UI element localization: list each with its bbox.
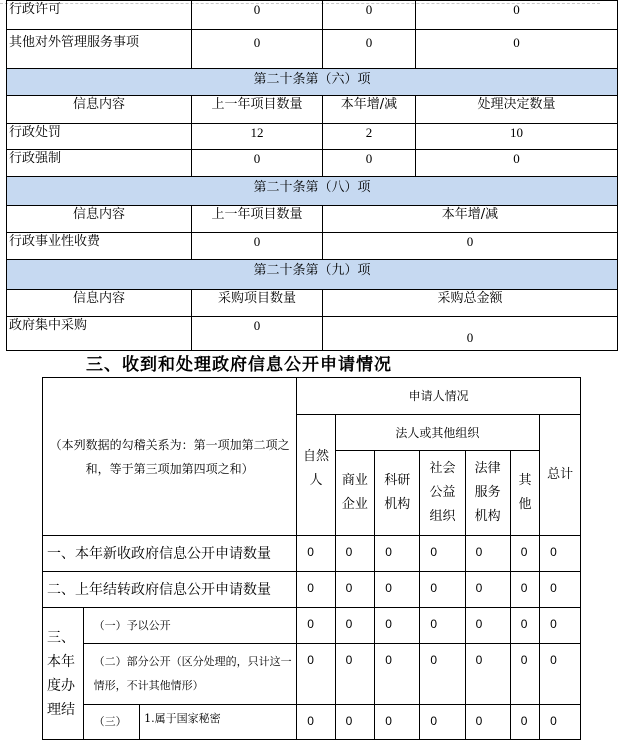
row-label: 1.属于国家秘密: [140, 705, 297, 740]
row-label: 其他对外管理服务事项: [7, 30, 192, 69]
cell-value: 0: [297, 705, 335, 740]
cell-value: 0: [420, 705, 465, 740]
cell-value: 0: [416, 1, 618, 30]
column-header: 信息内容: [7, 290, 192, 317]
cell-value: 0: [192, 233, 323, 260]
legal-org-header: 法人或其他组织: [335, 415, 539, 451]
table-row: [43, 644, 581, 705]
cell-value: 0: [540, 608, 581, 644]
header-row: [7, 206, 618, 233]
cell-value: 0: [540, 644, 581, 705]
cell-value: 0: [335, 572, 375, 608]
cell-value: 0: [375, 608, 420, 644]
cell-value: 0: [420, 644, 465, 705]
cell-value: 0: [510, 536, 539, 572]
table-row: [43, 705, 581, 740]
column-header: 处理决定数量: [416, 96, 618, 124]
cell-value: 0: [323, 150, 416, 177]
section-heading: 三、收到和处理政府信息公开申请情况: [86, 355, 392, 375]
cell-value: 0: [540, 572, 581, 608]
row-label: 行政强制: [7, 150, 192, 177]
cell-value: 0: [416, 30, 618, 69]
section-title: 第二十条第（九）项: [7, 260, 618, 290]
column-header: 上一年项目数量: [192, 96, 323, 124]
cell-value: 0: [323, 1, 416, 30]
cell-value: 0: [335, 536, 375, 572]
cell-value: 0: [416, 150, 618, 177]
cell-value: 0: [510, 705, 539, 740]
table-row: [7, 124, 618, 150]
section-header: [7, 69, 618, 96]
row-label: 行政事业性收费: [7, 233, 192, 260]
table-row: [43, 572, 581, 608]
cell-value: 0: [420, 536, 465, 572]
column-header: 商业企业: [335, 451, 375, 536]
cell-value: 12: [192, 124, 323, 150]
cell-value: 0: [540, 705, 581, 740]
cell-value: 0: [323, 30, 416, 69]
cell-value: 0: [510, 608, 539, 644]
cell-value: 0: [335, 705, 375, 740]
row-label: 二、上年结转政府信息公开申请数量: [43, 572, 297, 608]
row-label: 行政许可: [7, 1, 192, 30]
cell-value: 0: [323, 233, 618, 260]
cell-value: 0: [465, 705, 510, 740]
cell-value: 0: [192, 1, 323, 30]
section-header: [7, 260, 618, 290]
column-header: 信息内容: [7, 206, 192, 233]
table-row: [7, 233, 618, 260]
consistency-note: （本列数据的勾稽关系为：第一项加第二项之和，等于第三项加第四项之和）: [43, 378, 297, 536]
row-label: （一）予以公开: [83, 608, 297, 644]
cell-value: 0: [323, 317, 618, 351]
table-row: [7, 30, 618, 69]
column-header: 信息内容: [7, 96, 192, 124]
applicant-header: 申请人情况: [297, 378, 581, 415]
column-header: 采购项目数量: [192, 290, 323, 317]
natural-person-header: 自然人: [297, 415, 335, 536]
section3-label: 三、本年度办理结: [43, 608, 84, 740]
cell-value: 0: [510, 644, 539, 705]
column-header: 社会公益组织: [420, 451, 465, 536]
column-header: 科研机构: [375, 451, 420, 536]
column-header: 采购总金额: [323, 290, 618, 317]
table-row: [7, 150, 618, 177]
column-header: 法律服务机构: [465, 451, 510, 536]
section-header: [7, 177, 618, 206]
cell-value: 0: [465, 536, 510, 572]
row-label: 一、本年新收政府信息公开申请数量: [43, 536, 297, 572]
subsection-label: （三）: [83, 705, 139, 740]
cell-value: 0: [335, 608, 375, 644]
cell-value: 0: [297, 644, 335, 705]
column-header: 上一年项目数量: [192, 206, 323, 233]
cell-value: 0: [375, 572, 420, 608]
cell-value: 0: [510, 572, 539, 608]
total-header: 总计: [540, 415, 581, 536]
cell-value: 0: [192, 30, 323, 69]
cell-value: 0: [465, 644, 510, 705]
table-row: [43, 536, 581, 572]
row-label: 政府集中采购: [7, 317, 192, 351]
row-label: 行政处罚: [7, 124, 192, 150]
disclosure-table: [6, 0, 618, 351]
section-title: 第二十条第（八）项: [7, 177, 618, 206]
cell-value: 0: [297, 572, 335, 608]
row-label: （二）部分公开（区分处理的，只计这一情形，不计其他情形）: [83, 644, 297, 705]
table-row: [7, 1, 618, 30]
column-header: 本年增/减: [323, 96, 416, 124]
cell-value: 0: [465, 608, 510, 644]
cell-value: 0: [420, 608, 465, 644]
cell-value: 0: [297, 608, 335, 644]
section-title: 第二十条第（六）项: [7, 69, 618, 96]
table-row: [7, 317, 618, 351]
cell-value: 10: [416, 124, 618, 150]
cell-value: 0: [465, 572, 510, 608]
cell-value: 0: [192, 317, 323, 351]
cell-value: 0: [540, 536, 581, 572]
cell-value: 0: [420, 572, 465, 608]
cell-value: 0: [375, 536, 420, 572]
cell-value: 0: [335, 644, 375, 705]
column-header: 其他: [510, 451, 539, 536]
cell-value: 0: [375, 705, 420, 740]
cell-value: 0: [297, 536, 335, 572]
header-row: [7, 96, 618, 124]
table-row: [43, 608, 581, 644]
cell-value: 0: [375, 644, 420, 705]
cell-value: 2: [323, 124, 416, 150]
cell-value: 0: [192, 150, 323, 177]
column-header: 本年增/减: [323, 206, 618, 233]
header-row: [7, 290, 618, 317]
application-table: [42, 377, 581, 740]
